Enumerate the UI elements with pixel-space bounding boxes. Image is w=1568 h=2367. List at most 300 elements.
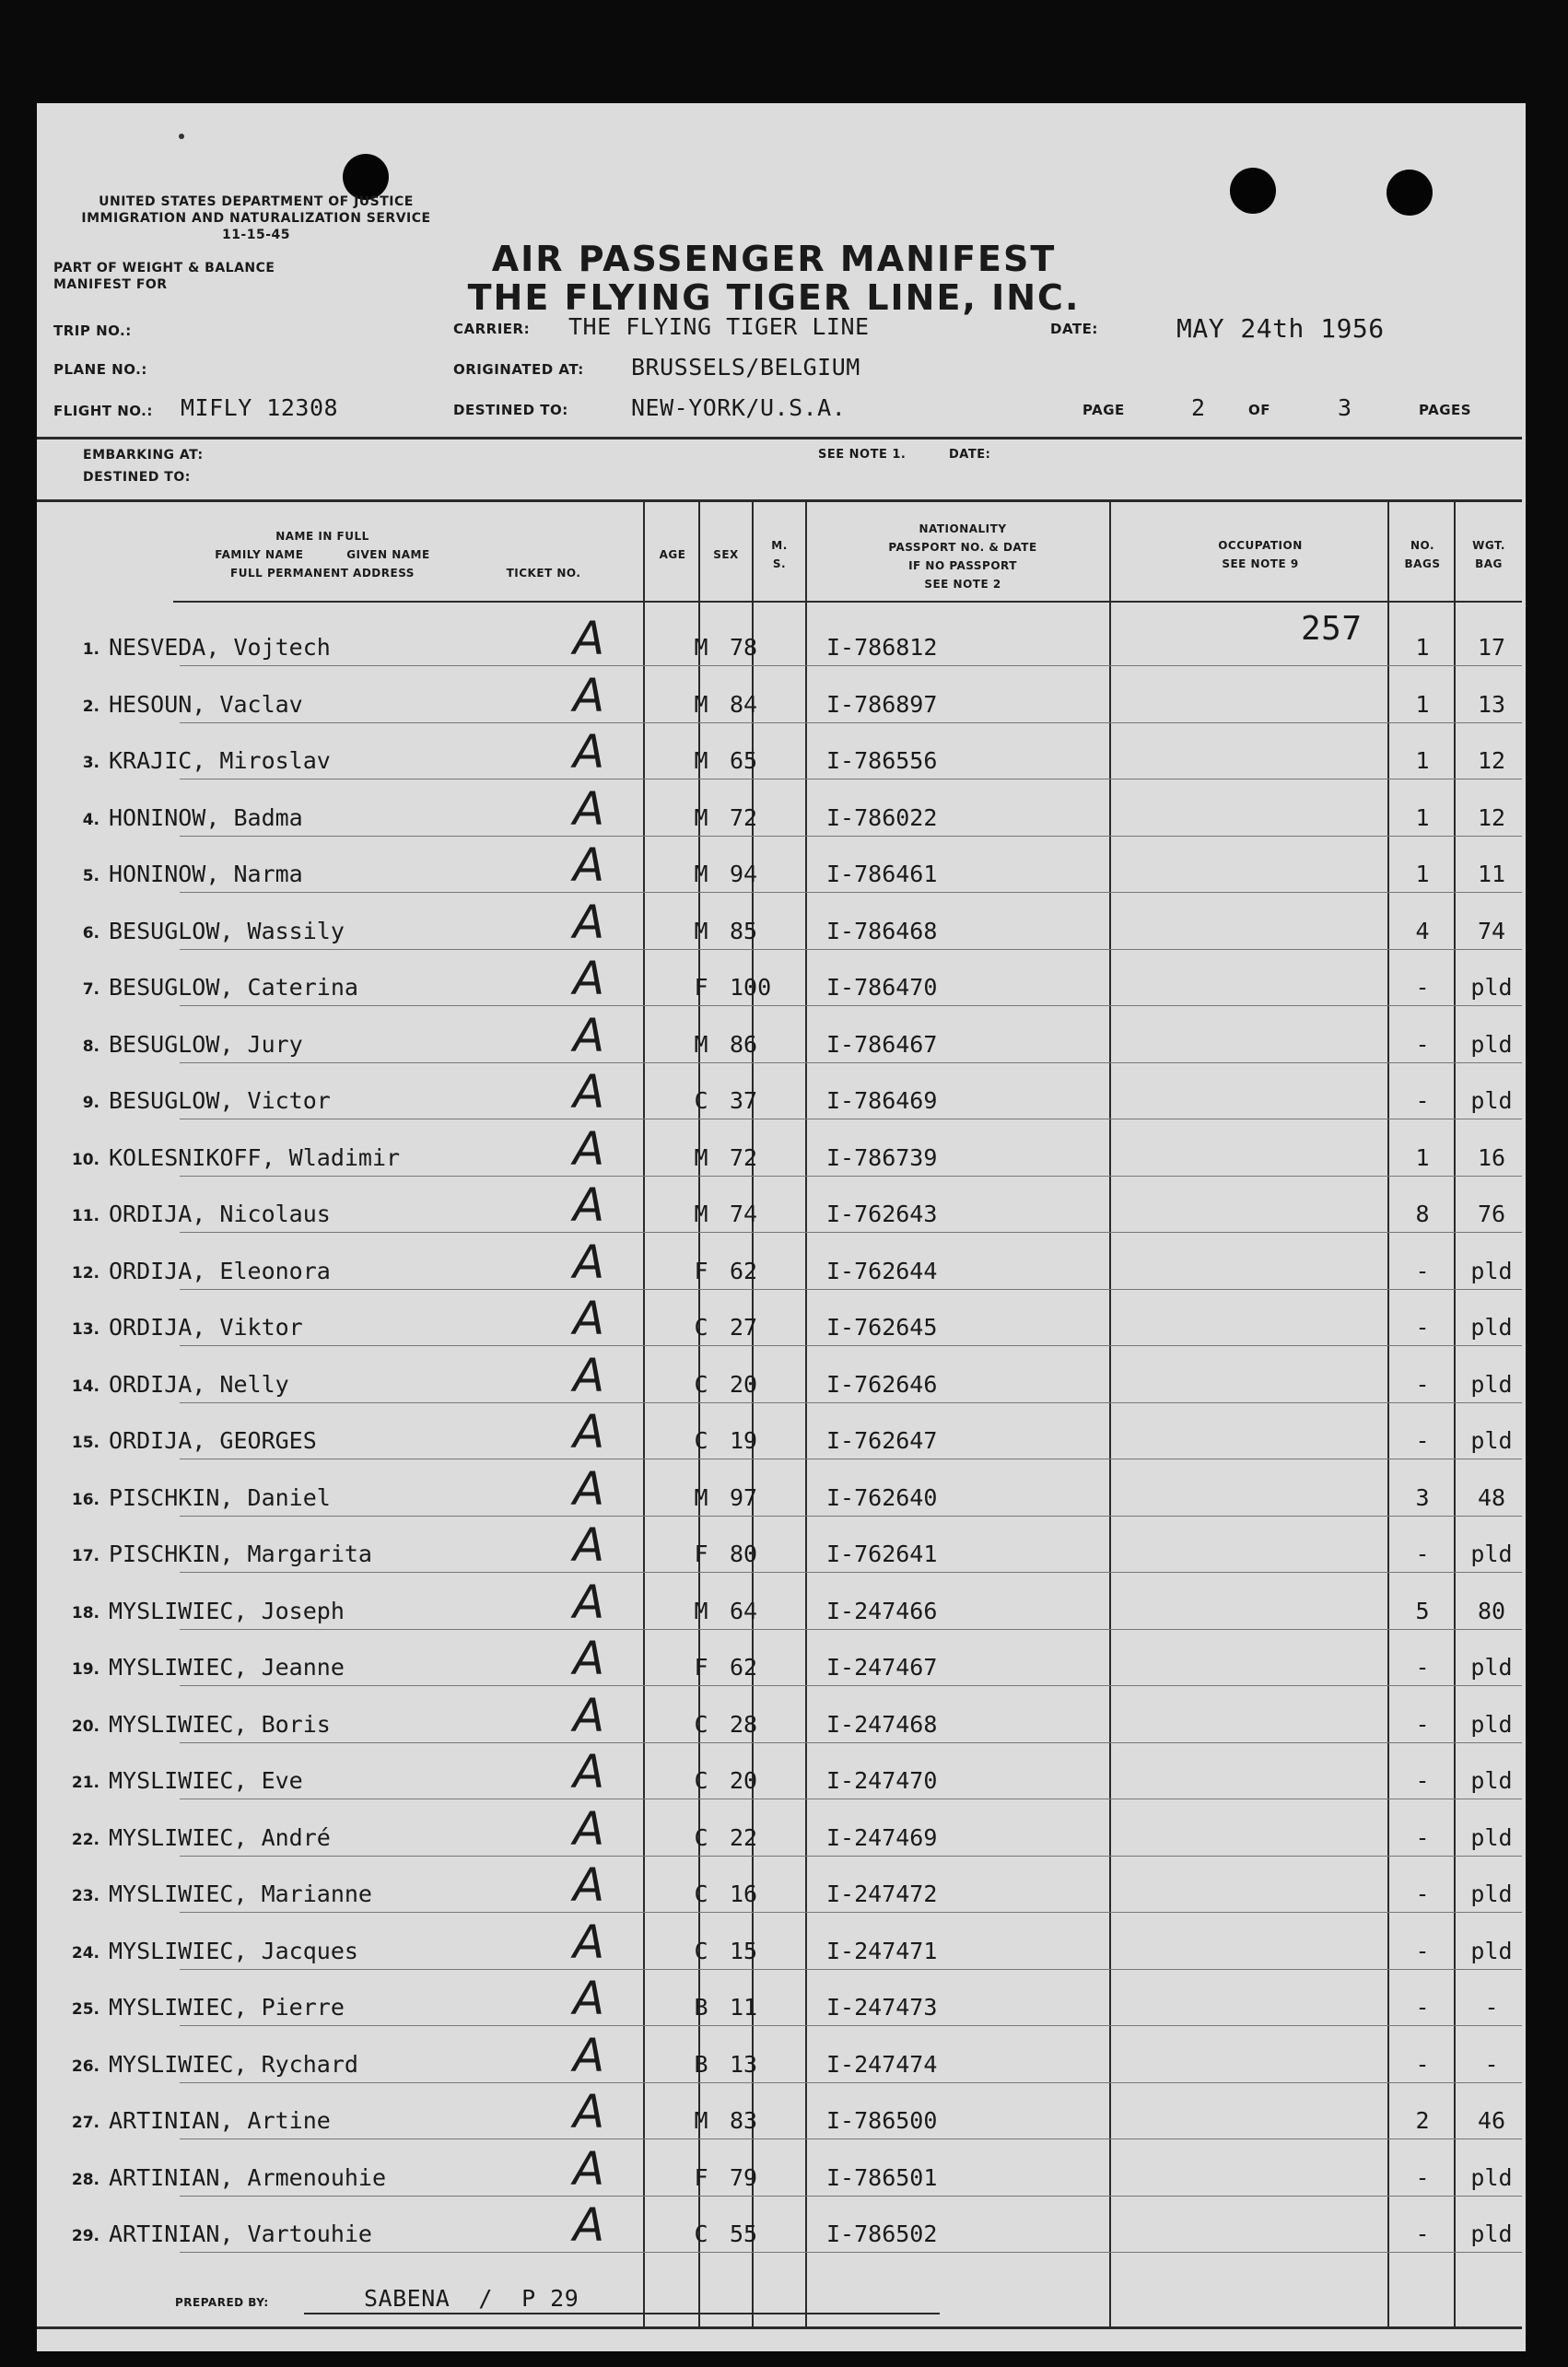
ticket-mark: A — [573, 1065, 605, 1119]
passenger-sex: C — [694, 1881, 708, 1907]
ticket-mark: A — [573, 1972, 605, 2025]
bag-count: - — [1415, 1823, 1430, 1851]
plane-label: PLANE NO.: — [53, 361, 147, 378]
passenger-row — [37, 837, 1522, 893]
ticket-mark: A — [573, 952, 605, 1005]
title-line: THE FLYING TIGER LINE, INC. — [467, 277, 1081, 318]
passport-number: I-762643 — [826, 1201, 938, 1227]
passport-number: I-247469 — [826, 1823, 938, 1851]
passport-number: I-247474 — [826, 2050, 938, 2078]
date-label: DATE: — [1050, 321, 1098, 337]
dest-value: NEW-YORK/U.S.A. — [631, 394, 847, 421]
passenger-name: MYSLIWIEC, Jacques — [109, 1937, 358, 1964]
bag-count: 1 — [1415, 803, 1430, 831]
row-number: 6. — [82, 923, 99, 943]
passenger-row — [37, 1800, 1522, 1857]
passenger-sex: M — [694, 803, 708, 831]
form-title — [442, 240, 1106, 317]
dept-line: UNITED STATES DEPARTMENT OF JUSTICE — [99, 194, 414, 209]
bag-count: 3 — [1415, 1483, 1430, 1511]
col-wgt-header — [1456, 536, 1522, 573]
passenger-row — [37, 1970, 1522, 2026]
col-header-text: IF NO PASSPORT — [908, 559, 1017, 572]
bag-weight: pld — [1470, 1823, 1513, 1851]
passport-number: I-786467 — [826, 1030, 938, 1058]
col-nationality-header — [807, 520, 1118, 593]
passenger-name: ORDIJA, Viktor — [109, 1314, 303, 1341]
passenger-name: HONINOW, Narma — [109, 861, 303, 887]
passenger-name: HONINOW, Badma — [109, 803, 303, 831]
col-header-text: SEE NOTE 2 — [924, 578, 1001, 591]
passenger-name: ARTINIAN, Vartouhie — [109, 2221, 372, 2247]
col-header-text: NO. — [1410, 539, 1435, 552]
col-name-header — [166, 527, 479, 582]
ticket-mark: A — [573, 1858, 605, 1912]
col-header-text: SEE NOTE 9 — [1222, 557, 1299, 570]
ticket-mark: A — [573, 1801, 605, 1856]
passenger-row — [37, 1063, 1522, 1119]
ticket-mark: A — [573, 1008, 605, 1062]
passenger-sex: C — [694, 1823, 708, 1851]
passenger-row — [37, 1290, 1522, 1346]
passenger-row — [37, 1517, 1522, 1573]
ticket-mark: A — [573, 612, 605, 665]
ticket-mark: A — [573, 1348, 605, 1402]
passenger-ms: 72 — [730, 803, 758, 831]
passenger-row — [37, 1007, 1522, 1063]
destined-label: DESTINED TO: — [83, 470, 191, 485]
row-number: 24. — [71, 1943, 99, 1963]
passenger-name: BESUGLOW, Jury — [109, 1030, 303, 1058]
ticket-mark: A — [573, 1292, 605, 1345]
passenger-ms: 19 — [730, 1427, 758, 1454]
passenger-sex: M — [694, 1143, 708, 1171]
ticket-mark: A — [573, 2085, 605, 2139]
flight-label: FLIGHT NO.: — [53, 403, 153, 419]
bag-weight: pld — [1470, 1654, 1513, 1681]
row-number: 3. — [82, 754, 99, 772]
row-rule — [180, 2252, 1522, 2253]
passport-number: I-786897 — [826, 690, 938, 718]
ticket-mark: A — [573, 1915, 605, 1969]
passenger-sex: M — [694, 690, 708, 718]
ticket-mark: A — [573, 1745, 605, 1799]
passenger-ms: 20 — [730, 1767, 758, 1794]
bag-weight: 12 — [1477, 747, 1506, 774]
passenger-row — [37, 1460, 1522, 1517]
prepared-by-label: PREPARED BY: — [175, 2296, 269, 2309]
col-bags-header — [1391, 536, 1454, 573]
bag-count: - — [1415, 1710, 1430, 1738]
passenger-sex: F — [694, 1654, 708, 1681]
col-header-text: FAMILY NAME GIVEN NAME — [215, 548, 430, 561]
passenger-sex: M — [694, 1201, 708, 1227]
table-bottom-rule — [37, 2326, 1522, 2329]
col-header-text: S. — [772, 557, 787, 570]
passenger-name: MYSLIWIEC, Boris — [109, 1710, 331, 1738]
passenger-ms: 84 — [730, 690, 758, 718]
passenger-row — [37, 1120, 1522, 1177]
ticket-mark: A — [573, 1178, 605, 1232]
note-date-label: DATE: — [949, 448, 991, 462]
passenger-name: ORDIJA, Eleonora — [109, 1257, 331, 1284]
passenger-row — [37, 1630, 1522, 1686]
passenger-ms: 55 — [730, 2221, 758, 2247]
passport-number: I-762640 — [826, 1483, 938, 1511]
row-number: 2. — [82, 697, 99, 716]
ticket-mark: A — [573, 1235, 605, 1289]
passenger-row — [37, 780, 1522, 837]
passenger-sex: F — [694, 1541, 708, 1567]
dest-label: DESTINED TO: — [453, 402, 568, 418]
bag-weight: pld — [1470, 1087, 1513, 1114]
passenger-ms: 72 — [730, 1143, 758, 1171]
passport-number: I-762645 — [826, 1314, 938, 1341]
passenger-sex: F — [694, 974, 708, 1001]
passenger-ms: 79 — [730, 2163, 758, 2191]
passenger-name: ORDIJA, GEORGES — [109, 1427, 317, 1454]
passenger-ms: 85 — [730, 917, 758, 944]
col-sex-header: SEX — [713, 548, 739, 561]
bag-weight: pld — [1470, 1937, 1513, 1964]
passenger-sex: M — [694, 747, 708, 774]
passenger-sex: C — [694, 1937, 708, 1964]
passport-number: I-786468 — [826, 917, 938, 944]
department-heading — [53, 193, 459, 243]
passport-number: I-762646 — [826, 1370, 938, 1398]
row-number: 15. — [71, 1434, 99, 1452]
passenger-sex: M — [694, 861, 708, 887]
row-number: 20. — [71, 1717, 99, 1736]
row-number: 28. — [71, 2170, 99, 2189]
passenger-row — [37, 1574, 1522, 1630]
row-number: 17. — [71, 1547, 99, 1565]
row-number: 9. — [82, 1094, 99, 1112]
passenger-sex: C — [694, 1087, 708, 1114]
passenger-sex: F — [694, 1257, 708, 1284]
bag-count: - — [1415, 1541, 1430, 1567]
passport-number: I-786739 — [826, 1143, 938, 1171]
bag-count: - — [1415, 1370, 1430, 1398]
passenger-sex: M — [694, 917, 708, 944]
bag-weight: 76 — [1477, 1201, 1506, 1227]
passport-number: I-247472 — [826, 1881, 938, 1907]
passenger-name: MYSLIWIEC, Pierre — [109, 1994, 345, 2021]
passenger-ms: 16 — [730, 1881, 758, 1907]
passenger-name: NESVEDA, Vojtech — [109, 634, 331, 661]
passenger-name: BESUGLOW, Wassily — [109, 917, 345, 944]
passenger-sex: M — [694, 1483, 708, 1511]
col-header-text: BAG — [1475, 557, 1503, 570]
column-header-rule — [173, 601, 1522, 603]
passenger-ms: 74 — [730, 1201, 758, 1227]
bag-weight: pld — [1470, 1030, 1513, 1058]
prepared-by-value: SABENA / P 29 — [364, 2285, 579, 2312]
row-number: 13. — [71, 1320, 99, 1339]
row-number: 5. — [82, 867, 99, 885]
col-ticket-header: TICKET NO. — [506, 567, 581, 580]
passenger-ms: 100 — [730, 974, 772, 1001]
origin-label: ORIGINATED AT: — [453, 361, 584, 378]
page-label: PAGE — [1082, 402, 1125, 418]
bag-count: 5 — [1415, 1597, 1430, 1624]
passenger-row — [37, 1857, 1522, 1913]
col-header-text: FULL PERMANENT ADDRESS — [230, 567, 415, 580]
prepared-by-line — [304, 2313, 940, 2314]
passport-number: I-786022 — [826, 803, 938, 831]
passenger-ms: 62 — [730, 1654, 758, 1681]
ticket-mark: A — [573, 668, 605, 722]
passenger-name: KOLESNIKOFF, Wladimir — [109, 1143, 401, 1171]
bag-weight: 46 — [1477, 2107, 1506, 2134]
bag-count: - — [1415, 1030, 1430, 1058]
row-number: 21. — [71, 1774, 99, 1792]
passenger-row — [37, 1687, 1522, 1743]
ticket-mark: A — [573, 838, 605, 892]
passenger-ms: 65 — [730, 747, 758, 774]
bag-weight: - — [1484, 2050, 1499, 2078]
row-number: 29. — [71, 2227, 99, 2245]
row-number: 25. — [71, 2000, 99, 2019]
stamp-number: 257 — [1301, 610, 1363, 648]
passport-number: I-247470 — [826, 1767, 938, 1794]
passenger-row — [37, 1914, 1522, 1970]
row-number: 22. — [71, 1830, 99, 1849]
passenger-sex: B — [694, 1994, 708, 2021]
bag-weight: 13 — [1477, 690, 1506, 718]
bag-count: 1 — [1415, 634, 1430, 661]
passenger-row — [37, 1403, 1522, 1459]
ticket-mark: A — [573, 725, 605, 779]
ticket-mark: A — [573, 781, 605, 836]
part-line: MANIFEST FOR — [53, 277, 168, 292]
bag-weight: 12 — [1477, 803, 1506, 831]
passport-number: I-786501 — [826, 2163, 938, 2191]
passenger-row — [37, 894, 1522, 950]
punch-hole — [1230, 168, 1276, 214]
carrier-value: THE FLYING TIGER LINE — [568, 313, 870, 340]
ticket-mark: A — [573, 1121, 605, 1176]
passenger-ms: 13 — [730, 2050, 758, 2078]
bag-count: - — [1415, 1767, 1430, 1794]
origin-value: BRUSSELS/BELGIUM — [631, 354, 860, 381]
bag-count: - — [1415, 1314, 1430, 1341]
ticket-mark: A — [573, 1405, 605, 1459]
passenger-name: BESUGLOW, Caterina — [109, 974, 358, 1001]
row-number: 10. — [71, 1150, 99, 1169]
bag-count: - — [1415, 2050, 1430, 2078]
passenger-name: ORDIJA, Nelly — [109, 1370, 289, 1398]
passenger-ms: 27 — [730, 1314, 758, 1341]
passport-number: I-247468 — [826, 1710, 938, 1738]
passport-number: I-247473 — [826, 1994, 938, 2021]
row-number: 23. — [71, 1887, 99, 1905]
passenger-row — [37, 723, 1522, 779]
passenger-name: ARTINIAN, Armenouhie — [109, 2163, 387, 2191]
passenger-sex: M — [694, 634, 708, 661]
passenger-sex: C — [694, 1370, 708, 1398]
bag-weight: 17 — [1477, 634, 1506, 661]
part-of-label — [53, 260, 275, 293]
bag-weight: 80 — [1477, 1597, 1506, 1624]
passenger-ms: 37 — [730, 1087, 758, 1114]
col-header-text: WGT. — [1472, 539, 1505, 552]
bag-count: - — [1415, 2163, 1430, 2191]
row-number: 4. — [82, 810, 99, 829]
header-divider — [37, 437, 1522, 439]
row-number: 26. — [71, 2056, 99, 2076]
passenger-sex: C — [694, 1427, 708, 1454]
passport-number: I-247467 — [826, 1654, 938, 1681]
row-number: 16. — [71, 1490, 99, 1509]
flight-value: MIFLY 12308 — [181, 394, 339, 421]
bag-weight: pld — [1470, 1370, 1513, 1398]
bag-weight: 16 — [1477, 1143, 1506, 1171]
dept-form-date: 11-15-45 — [221, 228, 291, 242]
bag-count: - — [1415, 1087, 1430, 1114]
passenger-sex: C — [694, 1314, 708, 1341]
pages-label: PAGES — [1419, 402, 1472, 418]
passenger-ms: 86 — [730, 1030, 758, 1058]
bag-weight: pld — [1470, 1767, 1513, 1794]
passenger-sex: B — [694, 2050, 708, 2078]
col-occupation-header — [1122, 536, 1398, 573]
passenger-row — [37, 2197, 1522, 2253]
passenger-row — [37, 1347, 1522, 1403]
bag-count: 4 — [1415, 917, 1430, 944]
col-header-text: BAGS — [1404, 557, 1441, 570]
passenger-sex: C — [694, 1767, 708, 1794]
trip-label: TRIP NO.: — [53, 322, 132, 339]
passport-number: I-786469 — [826, 1087, 938, 1114]
bag-count: - — [1415, 1257, 1430, 1284]
passport-number: I-786500 — [826, 2107, 938, 2134]
passenger-sex: M — [694, 1030, 708, 1058]
of-label: OF — [1248, 402, 1270, 418]
bag-count: 1 — [1415, 1143, 1430, 1171]
bag-count: 1 — [1415, 690, 1430, 718]
ticket-mark: A — [573, 2198, 605, 2252]
table-top-rule — [37, 499, 1522, 502]
col-header-text: NAME IN FULL — [275, 530, 369, 543]
passenger-sex: M — [694, 1597, 708, 1624]
passenger-ms: 20 — [730, 1370, 758, 1398]
passport-number: I-786470 — [826, 974, 938, 1001]
row-number: 19. — [71, 1660, 99, 1679]
passenger-row — [37, 667, 1522, 723]
bag-count: - — [1415, 1654, 1430, 1681]
ticket-mark: A — [573, 1632, 605, 1685]
ticket-mark: A — [573, 1688, 605, 1742]
col-header-text: NATIONALITY — [919, 522, 1007, 535]
row-number: 14. — [71, 1377, 99, 1396]
bag-weight: pld — [1470, 1541, 1513, 1567]
passport-number: I-786556 — [826, 747, 938, 774]
passenger-row — [37, 2027, 1522, 2083]
bag-weight: - — [1484, 1994, 1499, 2021]
dept-line: IMMIGRATION AND NATURALIZATION SERVICE — [81, 211, 431, 226]
part-line: PART OF WEIGHT & BALANCE — [53, 261, 275, 275]
bag-weight: pld — [1470, 1427, 1513, 1454]
passenger-name: MYSLIWIEC, Jeanne — [109, 1654, 345, 1681]
passenger-name: ARTINIAN, Artine — [109, 2107, 331, 2134]
bag-weight: pld — [1470, 1314, 1513, 1341]
ticket-mark: A — [573, 2028, 605, 2082]
page-value: 2 — [1191, 394, 1206, 421]
bag-weight: pld — [1470, 974, 1513, 1001]
bag-count: - — [1415, 974, 1430, 1001]
bag-weight: pld — [1470, 1257, 1513, 1284]
ticket-mark: A — [573, 895, 605, 949]
passenger-ms: 97 — [730, 1483, 758, 1511]
passenger-name: MYSLIWIEC, Rychard — [109, 2050, 358, 2078]
ticket-mark: A — [573, 1575, 605, 1629]
bag-count: 1 — [1415, 747, 1430, 774]
bag-count: 2 — [1415, 2107, 1430, 2134]
punch-hole — [1387, 170, 1433, 216]
passport-number: I-247466 — [826, 1597, 938, 1624]
bag-count: - — [1415, 1994, 1430, 2021]
passport-number: I-786812 — [826, 634, 938, 661]
ticket-mark: A — [573, 1518, 605, 1572]
col-header-text: M. — [771, 539, 788, 552]
row-number: 12. — [71, 1263, 99, 1283]
col-ms-header — [754, 536, 805, 573]
passenger-row — [37, 1177, 1522, 1233]
row-number: 18. — [71, 1603, 99, 1623]
bag-count: 8 — [1415, 1201, 1430, 1227]
carrier-label: CARRIER: — [453, 321, 531, 337]
passport-number: I-786461 — [826, 861, 938, 887]
passenger-name: PISCHKIN, Daniel — [109, 1483, 331, 1511]
row-number: 7. — [82, 980, 99, 999]
bag-count: - — [1415, 1427, 1430, 1454]
date-value: MAY 24th 1956 — [1176, 313, 1385, 344]
passenger-name: MYSLIWIEC, Eve — [109, 1767, 303, 1794]
passenger-ms: 78 — [730, 634, 758, 661]
row-number: 1. — [82, 640, 99, 659]
passenger-ms: 28 — [730, 1710, 758, 1738]
col-age-header: AGE — [659, 548, 686, 561]
passenger-sex: F — [694, 2163, 708, 2191]
pin-hole — [179, 134, 184, 139]
passenger-ms: 62 — [730, 1257, 758, 1284]
bag-count: 1 — [1415, 861, 1430, 887]
passenger-row — [37, 2140, 1522, 2197]
ticket-mark: A — [573, 2141, 605, 2196]
passenger-row — [37, 610, 1522, 666]
passenger-sex: M — [694, 2107, 708, 2134]
passenger-name: MYSLIWIEC, Joseph — [109, 1597, 345, 1624]
bag-count: - — [1415, 2221, 1430, 2247]
passenger-name: BESUGLOW, Victor — [109, 1087, 331, 1114]
passenger-ms: 11 — [730, 1994, 758, 2021]
col-header-text: PASSPORT NO. & DATE — [888, 541, 1037, 554]
passenger-sex: C — [694, 2221, 708, 2247]
passenger-ms: 22 — [730, 1823, 758, 1851]
passenger-ms: 64 — [730, 1597, 758, 1624]
ticket-mark: A — [573, 1461, 605, 1516]
col-header-text: OCCUPATION — [1218, 539, 1303, 552]
bag-weight: 74 — [1477, 917, 1506, 944]
of-value: 3 — [1338, 394, 1352, 421]
passport-number: I-247471 — [826, 1937, 938, 1964]
bag-count: - — [1415, 1937, 1430, 1964]
manifest-sheet — [37, 103, 1526, 2351]
passenger-name: MYSLIWIEC, André — [109, 1823, 331, 1851]
title-line: AIR PASSENGER MANIFEST — [491, 239, 1057, 279]
bag-weight: pld — [1470, 1881, 1513, 1907]
